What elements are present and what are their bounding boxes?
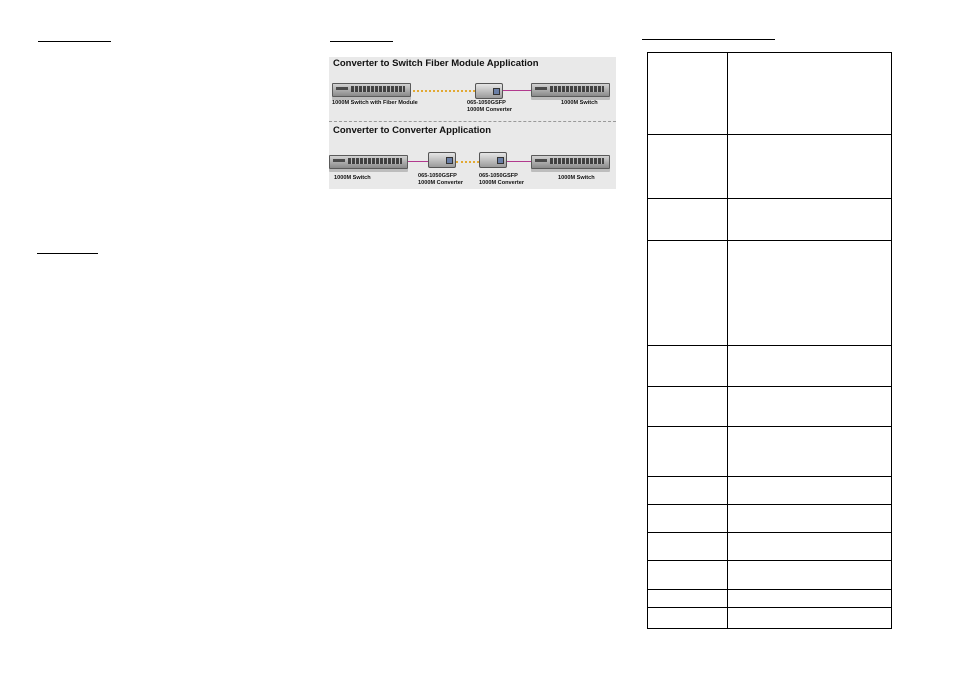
table-row [648, 135, 892, 199]
table-cell-label [648, 387, 728, 427]
switch-ports [550, 86, 604, 92]
s2-fiber-link [456, 161, 479, 163]
s2-converter-1-label: 065-1050GSFP 1000M Converter [418, 173, 464, 186]
table-cell-label [648, 477, 728, 505]
table-cell-value [728, 387, 892, 427]
application-diagram [329, 57, 616, 189]
switch-brand-mark [333, 159, 345, 162]
table-row [648, 241, 892, 346]
s2-switch-left-label: 1000M Switch [334, 175, 371, 181]
table-cell-value [728, 199, 892, 241]
left-heading-underline-1 [38, 41, 111, 42]
table-cell-label [648, 53, 728, 135]
section-2-title: Converter to Converter Application [333, 125, 492, 136]
table-cell-label [648, 346, 728, 387]
s2-switch-right-label: 1000M Switch [558, 175, 595, 181]
table-row [648, 608, 892, 629]
table-cell-value [728, 427, 892, 477]
s2-converter-2 [479, 152, 507, 168]
s2-converter-2-label: 065-1050GSFP 1000M Converter [479, 173, 525, 186]
s2-copper-link-right [507, 161, 531, 162]
switch-ports [348, 158, 402, 164]
table-cell-label [648, 608, 728, 629]
s1-switch-left-label: 1000M Switch with Fiber Module [332, 100, 418, 106]
table-row [648, 387, 892, 427]
s1-converter [475, 83, 503, 99]
s1-switch-right-label: 1000M Switch [561, 100, 598, 106]
s2-switch-right [531, 155, 610, 169]
table-row [648, 533, 892, 561]
switch-brand-mark [535, 87, 547, 90]
table-row [648, 199, 892, 241]
table-row [648, 477, 892, 505]
right-heading-underline [642, 39, 775, 40]
s1-switch-left [332, 83, 411, 97]
switch-brand-mark [336, 87, 348, 90]
specification-table [647, 52, 892, 629]
table-cell-value [728, 135, 892, 199]
table-cell-value [728, 53, 892, 135]
table-row [648, 561, 892, 590]
table-row [648, 346, 892, 387]
table-row [648, 590, 892, 608]
table-cell-label [648, 505, 728, 533]
s1-switch-right [531, 83, 610, 97]
table-cell-label [648, 199, 728, 241]
section-separator [329, 121, 616, 122]
table-cell-label [648, 590, 728, 608]
section-1-title: Converter to Switch Fiber Module Application [333, 58, 539, 69]
table-cell-value [728, 608, 892, 629]
table-cell-value [728, 561, 892, 590]
s1-copper-link [503, 90, 531, 91]
table-cell-value [728, 346, 892, 387]
table-row [648, 53, 892, 135]
table-cell-label [648, 135, 728, 199]
s2-converter-1 [428, 152, 456, 168]
switch-ports [550, 158, 604, 164]
table-cell-value [728, 241, 892, 346]
table-cell-label [648, 533, 728, 561]
table-cell-value [728, 533, 892, 561]
table-cell-label [648, 241, 728, 346]
table-cell-value [728, 590, 892, 608]
table-cell-value [728, 505, 892, 533]
s1-converter-label: 065-1050GSFP 1000M Converter [467, 100, 513, 113]
s2-switch-left [329, 155, 408, 169]
s2-copper-link-left [408, 161, 428, 162]
table-row [648, 427, 892, 477]
table-cell-label [648, 427, 728, 477]
switch-brand-mark [535, 159, 547, 162]
table-cell-value [728, 477, 892, 505]
middle-heading-underline [330, 41, 393, 42]
left-heading-underline-2 [37, 253, 98, 254]
table-cell-label [648, 561, 728, 590]
s1-fiber-link [413, 90, 475, 92]
table-row [648, 505, 892, 533]
switch-ports [351, 86, 405, 92]
